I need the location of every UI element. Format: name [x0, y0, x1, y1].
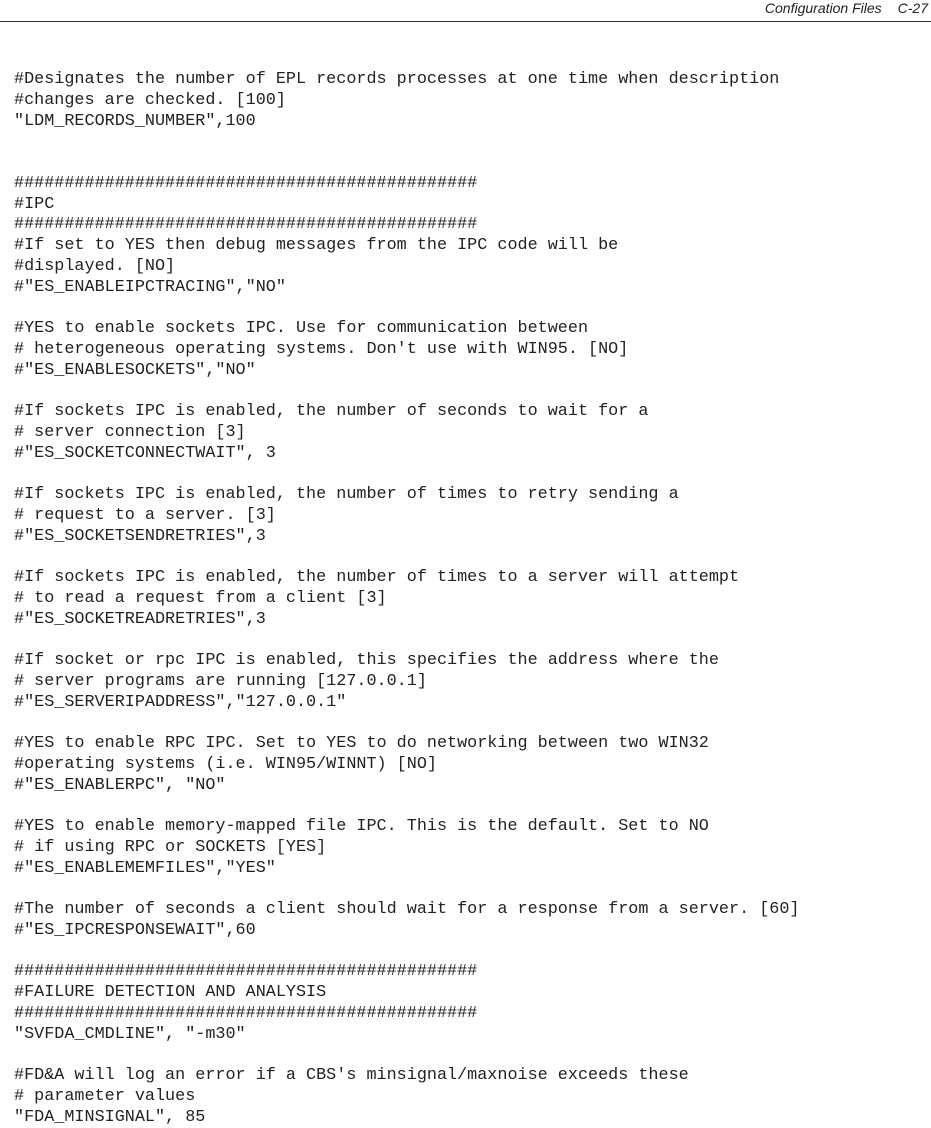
code-line: #"ES_ENABLEIPCTRACING","NO" — [14, 278, 929, 299]
code-line: # to read a request from a client [3] — [14, 589, 929, 610]
code-line: #"ES_IPCRESPONSEWAIT",60 — [14, 921, 929, 942]
code-line: # server connection [3] — [14, 423, 929, 444]
code-line: #"ES_SOCKETREADRETRIES",3 — [14, 610, 929, 631]
code-line: #If sockets IPC is enabled, the number of times to retry sending a — [14, 485, 929, 506]
code-line: #YES to enable RPC IPC. Set to YES to do networking between two WIN32 — [14, 734, 929, 755]
code-line: #"ES_SERVERIPADDRESS","127.0.0.1" — [14, 693, 929, 714]
code-line: ############################################## — [14, 215, 929, 236]
code-line: #"ES_SOCKETCONNECTWAIT", 3 — [14, 444, 929, 465]
code-line: #YES to enable memory-mapped file IPC. This is the default. Set to NO — [14, 817, 929, 838]
code-line: #displayed. [NO] — [14, 257, 929, 278]
code-line: "LDM_RECORDS_NUMBER",100 — [14, 112, 929, 133]
code-line — [14, 1045, 929, 1066]
code-line: #If socket or rpc IPC is enabled, this specifies the address where the — [14, 651, 929, 672]
code-line: #operating systems (i.e. WIN95/WINNT) [NO] — [14, 755, 929, 776]
code-line — [14, 879, 929, 900]
code-line: ############################################## — [14, 174, 929, 195]
code-line: #YES to enable sockets IPC. Use for communication between — [14, 319, 929, 340]
code-line: #If sockets IPC is enabled, the number of times to a server will attempt — [14, 568, 929, 589]
code-line: #The number of seconds a client should wait for a response from a server. [60] — [14, 900, 929, 921]
code-line: #"ES_ENABLERPC", "NO" — [14, 776, 929, 797]
code-line: # if using RPC or SOCKETS [YES] — [14, 838, 929, 859]
code-line: # request to a server. [3] — [14, 506, 929, 527]
code-line — [14, 153, 929, 174]
code-line: ############################################## — [14, 1004, 929, 1025]
code-line: "FDA_MINSIGNAL", 85 — [14, 1108, 929, 1128]
section-title: Configuration Files — [765, 0, 882, 16]
code-line — [14, 630, 929, 651]
code-line — [14, 713, 929, 734]
code-line: #Designates the number of EPL records processes at one time when description — [14, 70, 929, 91]
code-line: #FAILURE DETECTION AND ANALYSIS — [14, 983, 929, 1004]
code-line: "SVFDA_CMDLINE", "-m30" — [14, 1025, 929, 1046]
code-line: #"ES_ENABLEMEMFILES","YES" — [14, 859, 929, 880]
code-line: #"ES_SOCKETSENDRETRIES",3 — [14, 527, 929, 548]
code-line: # server programs are running [127.0.0.1] — [14, 672, 929, 693]
page-number: C-27 — [898, 0, 928, 16]
config-file-listing — [14, 70, 929, 1128]
code-line — [14, 464, 929, 485]
code-line: #changes are checked. [100] — [14, 91, 929, 112]
code-line — [14, 298, 929, 319]
code-line: ############################################## — [14, 962, 929, 983]
code-line — [14, 547, 929, 568]
page-header — [0, 0, 931, 22]
code-line: # parameter values — [14, 1087, 929, 1108]
running-head — [765, 0, 928, 17]
code-line: #If set to YES then debug messages from the IPC code will be — [14, 236, 929, 257]
code-line — [14, 381, 929, 402]
code-line: #"ES_ENABLESOCKETS","NO" — [14, 361, 929, 382]
code-line: # heterogeneous operating systems. Don't use with WIN95. [NO] — [14, 340, 929, 361]
code-line — [14, 132, 929, 153]
code-line — [14, 942, 929, 963]
code-line — [14, 796, 929, 817]
code-line: #IPC — [14, 195, 929, 216]
code-line: #FD&A will log an error if a CBS's minsignal/maxnoise exceeds these — [14, 1066, 929, 1087]
code-line: #If sockets IPC is enabled, the number of seconds to wait for a — [14, 402, 929, 423]
